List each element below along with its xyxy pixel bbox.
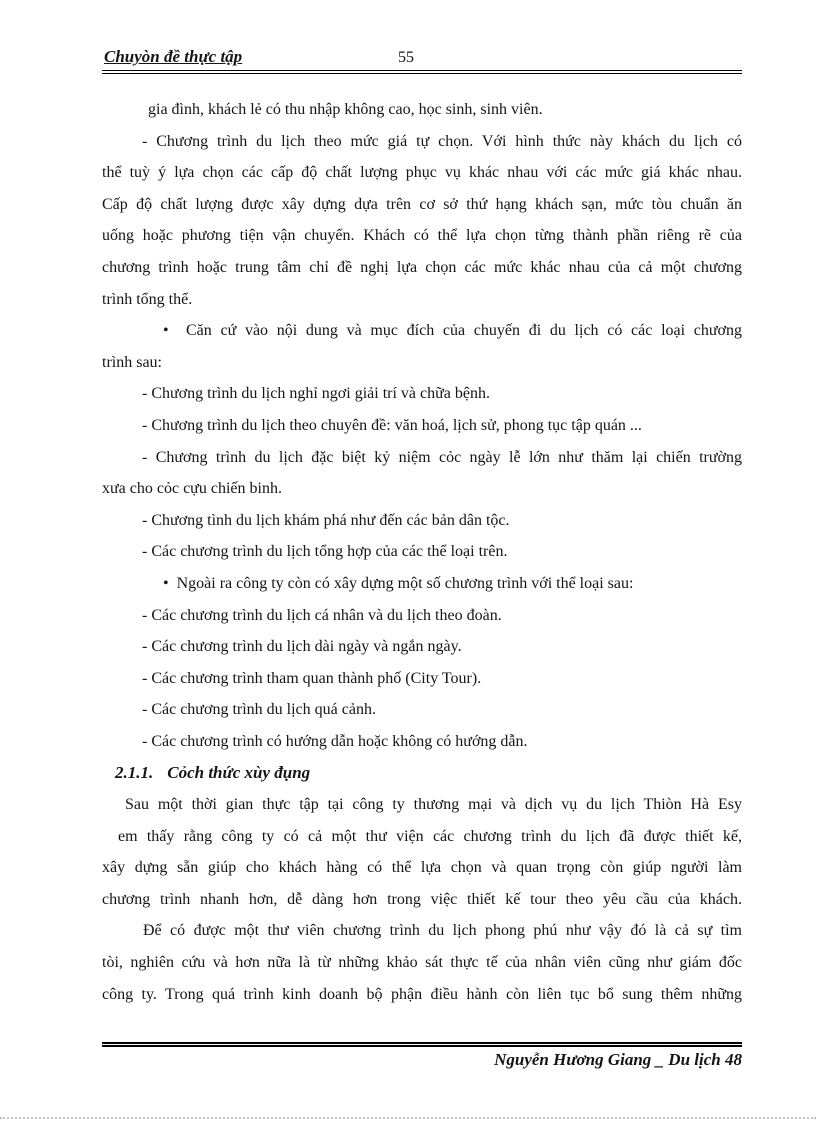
- text-line: Để có được một thư viên chương trình du lịch phong phú như vậy đó là cả sự tìm: [143, 922, 742, 940]
- text-line: • Ngoài ra công ty còn có xây dựng một số chương trình với thể loại sau:: [163, 574, 634, 592]
- heading-number: 2.1.1.: [115, 763, 154, 783]
- text-line: - Chương trình du lịch theo mức giá tự chọn. Với hình thức này khách du lịch có: [142, 132, 742, 150]
- page-break-indicator: [0, 1117, 816, 1119]
- heading-title: Cỏch thức xùy đụng: [167, 763, 311, 783]
- text-line: Cấp độ chất lượng được xây dựng dựa trên cơ sở thứ hạng khách sạn, mức tòu chuẩn ăn: [102, 195, 742, 213]
- text-line: - Chương trình du lịch nghỉ ngơi giải trí và chữa bệnh.: [142, 385, 490, 403]
- section-heading: [102, 757, 742, 789]
- footer-rule: [102, 1042, 742, 1047]
- text-line: trình sau:: [102, 353, 162, 371]
- text-line: - Các chương trình du lịch quá cảnh.: [142, 701, 376, 719]
- text-line: - Các chương trình du lịch tổng hợp của các thể loại trên.: [142, 543, 508, 561]
- text-line: chương trình hoặc trung tâm chỉ đề nghị lựa chọn các mức khác nhau của cả một chương: [102, 258, 742, 276]
- text-line: uống hoặc phương tiện vận chuyển. Khách có thể lựa chọn từng thành phần riêng rẽ của: [102, 227, 742, 245]
- text-line: - Chương trình du lịch đặc biệt kỷ niệm cỏc ngày lễ lớn như thăm lại chiến trường: [142, 448, 742, 466]
- text-line: - Các chương trình có hướng dẫn hoặc không có hướng dẫn.: [142, 732, 528, 750]
- footer-signature: Nguyễn Hương Giang _ Du lịch 48: [494, 1050, 742, 1069]
- text-line: tòi, nghiên cứu và hơn nữa là từ những khảo sát thực tế của nhân viên cũng như giám đốc: [102, 954, 742, 972]
- text-line: - Chương trình du lịch theo chuyên đề: văn hoá, lịch sử, phong tục tập quán ...: [142, 416, 642, 434]
- text-line: • Căn cứ vào nội dung và mục đích của chuyến đi du lịch có các loại chương: [163, 322, 742, 340]
- document-body: [102, 94, 742, 1010]
- page-header: [102, 42, 742, 74]
- text-line: xây dựng sẵn giúp cho khách hàng có thể lựa chọn và quan trọng còn giúp người làm: [102, 859, 742, 877]
- text-line: - Chương tình du lịch khám phá như đến các bản dân tộc.: [142, 511, 510, 529]
- text-line: gia đình, khách lẻ có thu nhập không cao, học sinh, sinh viên.: [148, 101, 543, 118]
- text-line: - Các chương trình du lịch cá nhân và du lịch theo đoàn.: [142, 606, 502, 624]
- text-line: thể tuỳ ý lựa chọn các cấp độ chất lượng phục vụ khác nhau với các mức giá khác nhau.: [102, 164, 742, 182]
- text-line: chương trình nhanh hơn, dễ dàng hơn trong việc thiết kế tour theo yêu cầu của khách.: [102, 890, 742, 908]
- text-line: xưa cho cỏc cựu chiến binh.: [102, 480, 282, 498]
- text-line: trình tổng thể.: [102, 290, 193, 308]
- text-line: - Các chương trình du lịch dài ngày và ngắn ngày.: [142, 638, 462, 656]
- text-line: - Các chương trình tham quan thành phố (City Tour).: [142, 669, 482, 687]
- text-line: Sau một thời gian thực tập tại công ty thương mại và dịch vụ du lịch Thiòn Hà Esy: [125, 796, 742, 814]
- header-title: Chuyòn đề thực tập: [104, 47, 243, 66]
- text-line: em thấy rằng công ty có cả một thư viện các chương trình du lịch đã được thiết kế,: [118, 827, 742, 845]
- page-number: 55: [398, 49, 414, 66]
- page-footer: [102, 1042, 742, 1070]
- text-line: công ty. Trong quá trình kinh doanh bộ phận điều hành còn liên tục bổ sung thêm những: [102, 985, 742, 1003]
